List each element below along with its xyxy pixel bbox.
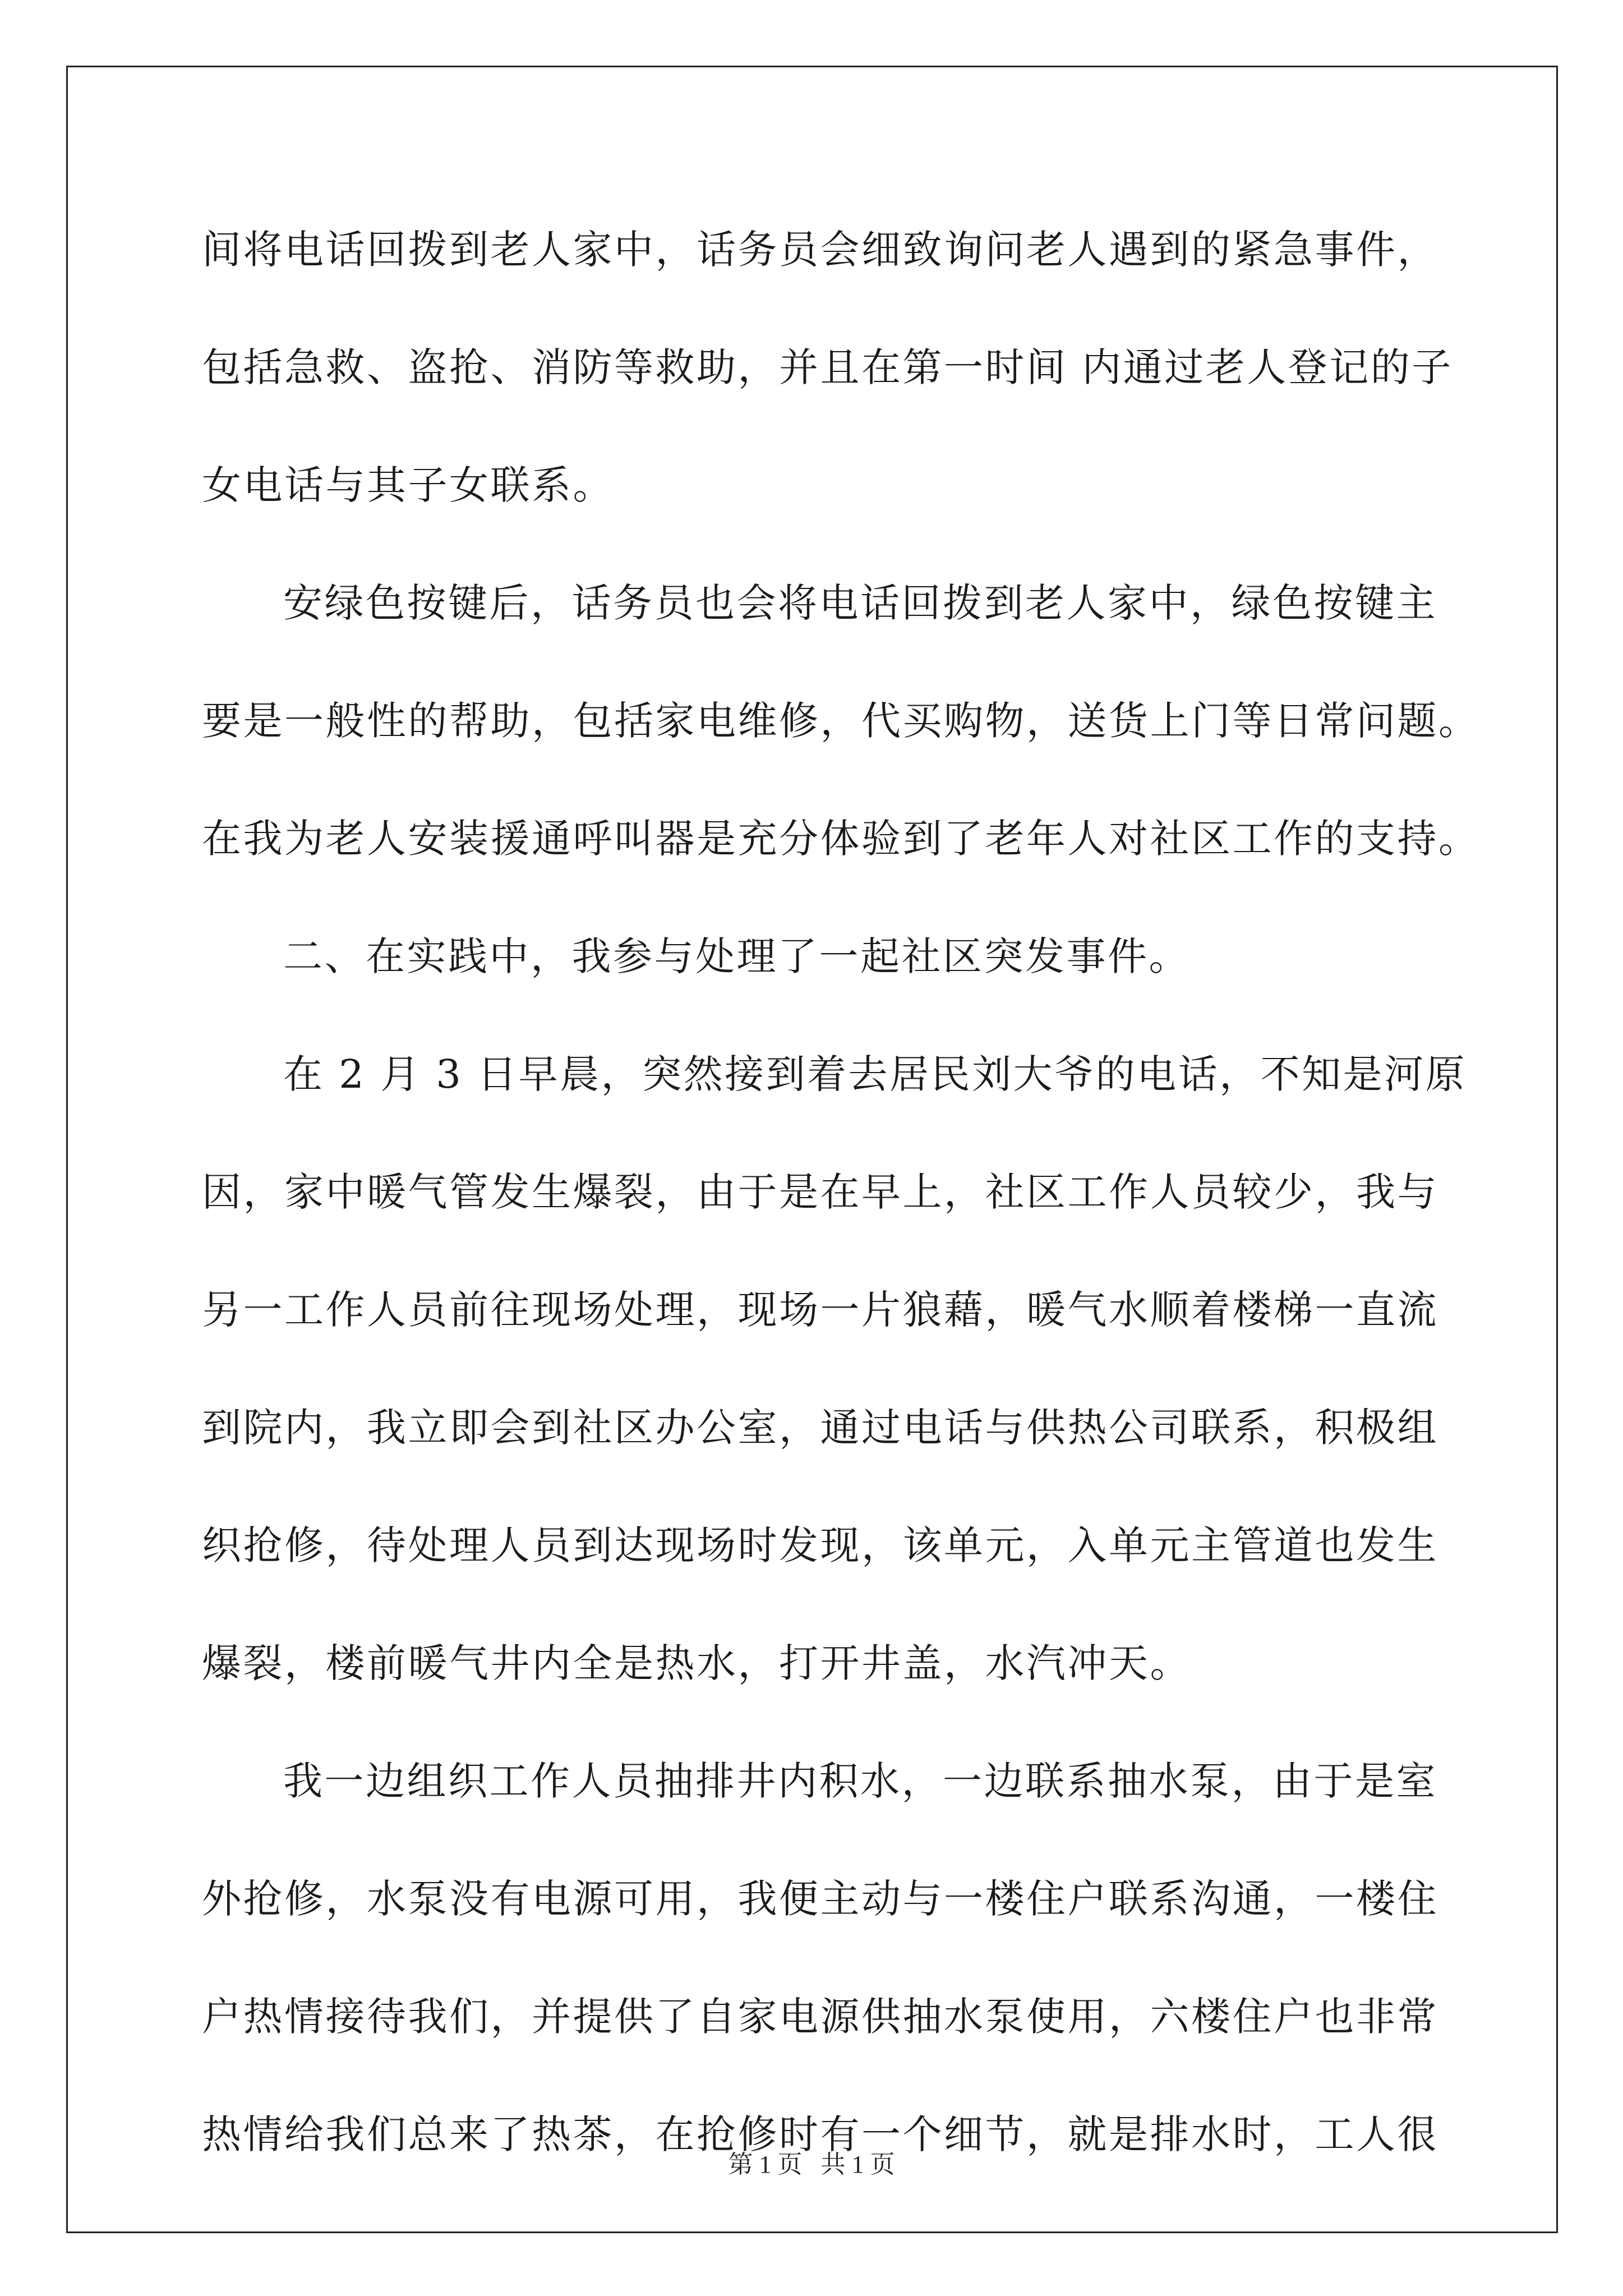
body-text-line: 间将电话回拨到老人家中，话务员会细致询问老人遇到的紧急事件， xyxy=(202,227,1438,273)
body-text-line: 要是一般性的帮助，包括家电维修，代买购物，送货上门等日常问题。 xyxy=(202,698,1480,744)
body-text-line: 在我为老人安装援通呼叫器是充分体验到了老年人对社区工作的支持。 xyxy=(202,816,1480,862)
body-text-line: 在 2 月 3 日早晨，突然接到着去居民刘大爷的电话，不知是河原 xyxy=(283,1051,1467,1097)
section-heading: 二、在实践中，我参与处理了一起社区突发事件。 xyxy=(283,933,1190,979)
body-text-line: 爆裂，楼前暖气井内全是热水，打开井盖，水汽冲天。 xyxy=(202,1640,1191,1686)
body-text-line: 户热情接待我们，并提供了自家电源供抽水泵使用，六楼住户也非常 xyxy=(202,1994,1438,2040)
body-text-line: 安绿色按键后，话务员也会将电话回拨到老人家中，绿色按键主 xyxy=(283,580,1437,626)
body-text-line: 我一边组织工作人员抽排井内积水，一边联系抽水泵，由于是室 xyxy=(283,1758,1437,1804)
body-text-line: 外抢修，水泵没有电源可用，我便主动与一楼住户联系沟通，一楼住 xyxy=(202,1876,1438,1922)
page-footer: 第 1 页 共 1 页 xyxy=(728,2151,895,2178)
body-text-line: 包括急救、盗抢、消防等救助，并且在第一时间 内通过老人登记的子 xyxy=(202,344,1453,390)
body-text-line: 另一工作人员前往现场处理，现场一片狼藉，暖气水顺着楼梯一直流 xyxy=(202,1287,1438,1333)
body-text-line: 到院内，我立即会到社区办公室，通过电话与供热公司联系，积极组 xyxy=(202,1405,1438,1451)
body-text-line: 织抢修，待处理人员到达现场时发现，该单元，入单元主管道也发生 xyxy=(202,1522,1438,1568)
body-text-line: 热情给我们总来了热茶，在抢修时有一个细节，就是排水时，工人很 xyxy=(202,2111,1438,2157)
body-text-line: 女电话与其子女联系。 xyxy=(202,462,614,508)
body-text-line: 因，家中暖气管发生爆裂，由于是在早上，社区工作人员较少，我与 xyxy=(202,1169,1438,1215)
